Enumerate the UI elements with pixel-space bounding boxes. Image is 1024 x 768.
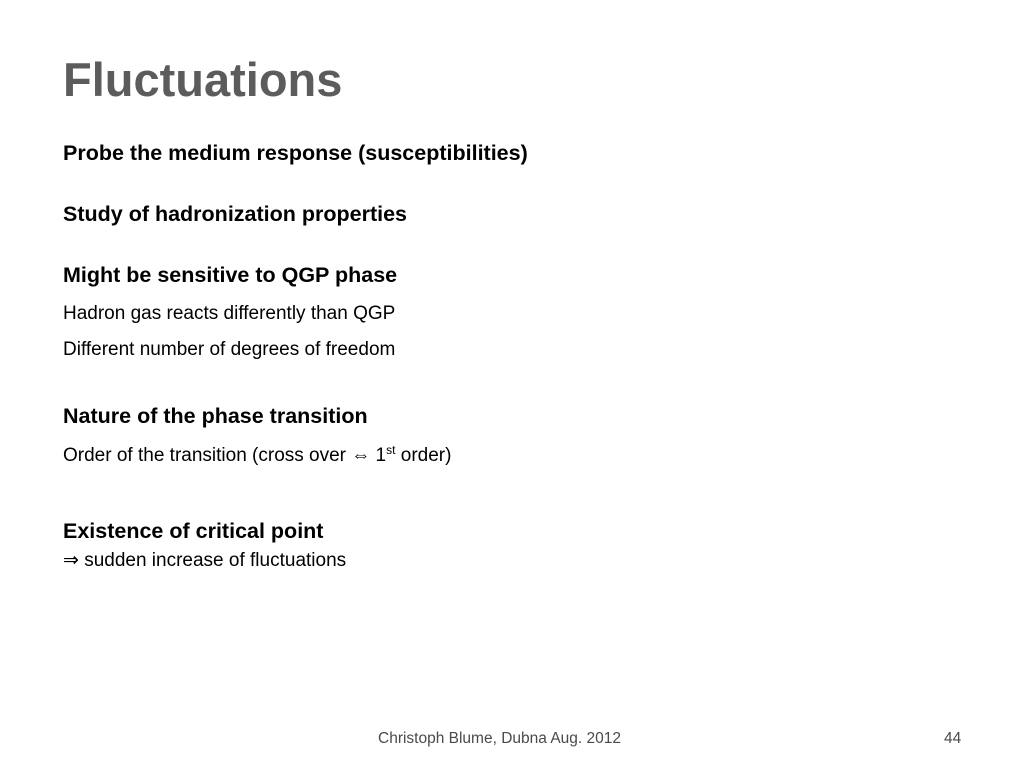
bullet-heading-qgp-phase: Might be sensitive to QGP phase <box>63 263 398 287</box>
page-number: 44 <box>944 730 962 747</box>
ordinal-superscript: st <box>386 443 396 457</box>
sub-bullet-degrees-of-freedom: Different number of degrees of freedom <box>63 339 396 360</box>
footer-author-event: Christoph Blume, Dubna Aug. 2012 <box>378 730 621 747</box>
slide-title: Fluctuations <box>63 53 343 106</box>
sub-bullet-hadron-gas: Hadron gas reacts differently than QGP <box>63 303 396 324</box>
sub-bullet-fluctuation-increase: ⇒ sudden increase of fluctuations <box>63 550 347 571</box>
bullet-heading-critical-point: Existence of critical point <box>63 519 324 543</box>
sub-bullet-transition-order <box>63 443 452 466</box>
bullet-heading-medium-response: Probe the medium response (susceptibilities) <box>63 141 528 165</box>
bullet-heading-hadronization: Study of hadronization properties <box>63 202 408 226</box>
transition-order-text-end: order) <box>395 445 452 466</box>
transition-order-text: Order of the transition (cross over ⇔ 1 <box>63 445 387 466</box>
bullet-heading-phase-transition: Nature of the phase transition <box>63 404 368 428</box>
